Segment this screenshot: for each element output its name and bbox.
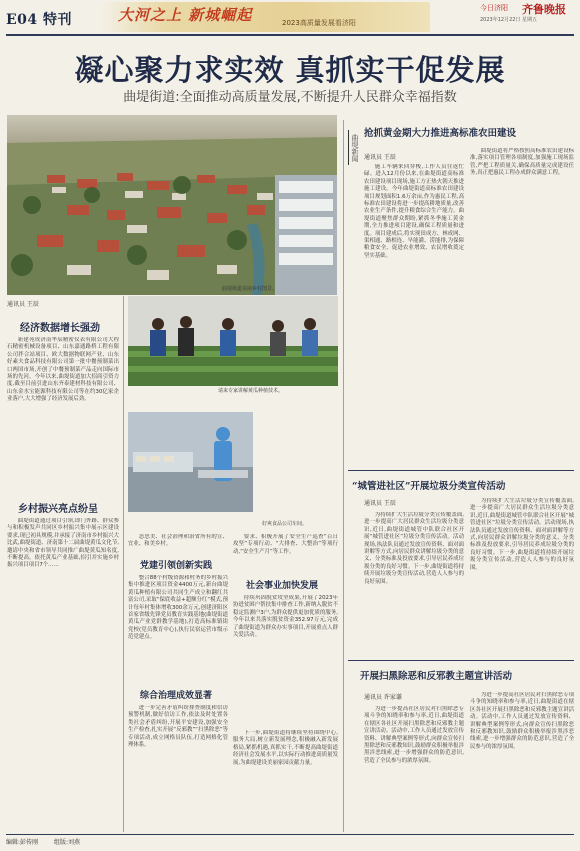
main-subheadline: 曲堤街道:全面推动高质量发展,不断提升人民群众幸福指数: [123, 90, 457, 105]
right-divider-1: [348, 470, 574, 471]
right-top-text: 施工车辆来回穿梭,工作人员往返忙碌。进入12月份以来,在曲堤街道高标准农田建设项目现场,施工方正热火朝天推进施工建设。今年曲堤街道高标准农田建设项目规划面积1.6万余亩,作为惠民工程,高标准农田建设将进一步提高耕地质量,改善农业生产条件,提升粮食综合生产能力。曲堤街道聚焦群众期盼,紧抓冬季施工黄金期,全力推进项目建设,确保工程质量和进度。项目建成后,将实现田成方、林成网、渠相通、路相连、旱能灌、涝能排,为保障粮食安全、促进农业增效、农民增收奠定坚实基础。: [364, 164, 464, 259]
section-text-outlook: 下一步,曲堤街道将继续坚持围绕中心,服务大局,树立新发展理念,积极融入新发展格局,紧抓机遇,真抓实干,不断提高曲堤街道经济社会发展水平,以实际行动推进高质量发展,为曲堤建设美丽家园贡献力量。: [233, 730, 338, 766]
right-bottom-text: 为进一步提高社区居民对扫黑除恶专项斗争的知晓率和参与率,近日,曲堤街道在辖区各社区开展扫黑除恶和反邪教主题宣讲活动。活动中,工作人员通过发放宣传资料、讲解典型案例等形式,向群众宣传扫黑除恶和反邪教知识,鼓励群众积极举报涉黑涉恶线索,进一步增强群众的防范意识,营造了全民参与的浓厚氛围。: [364, 706, 464, 764]
right-mid-byline: 通讯员 王辰: [364, 500, 396, 507]
column-divider: [123, 296, 124, 832]
factory-workshop-photo: [128, 412, 253, 512]
right-bottom-text-2: 为进一步提高社区居民对扫黑除恶专项斗争的知晓率和参与率,近日,曲堤街道在辖区各社区开展扫黑除恶和反邪教主题宣讲活动。活动中,工作人员通过发放宣传资料、讲解典型案例等形式,向群众宣传扫黑除恶和反邪教知识,鼓励群众积极举报涉黑涉恶线索,进一步增强群众的防范意识,营造了全民参与的浓厚氛围。: [470, 692, 574, 750]
footer-rule: [6, 834, 574, 835]
mid-text-safety: 要求、积极开展了安全生产巡查“百日攻坚”专项行动、“大排查、大整治”等项行动,“安全生产月”等工作。: [233, 534, 338, 555]
section-text-governance: 进一步完善矛盾纠纷排查制度和信访预警机制,做好信访工作,依法及时处置各类社会矛盾纠纷,开展平安建设,加强安全生产检查,扎实开展“反邪教”“扫黑除恶”等专项活动,成立网格员队伍,打造网格化管理体系。: [128, 705, 228, 749]
banner-title: 大河之上 新城崛起: [118, 6, 253, 24]
main-headline: 凝心聚力求实效 真抓实干促发展: [74, 53, 506, 87]
section-text-economy: 新建苑成济南华辰精密仪表有限公司大程石精密机械设备项目、山东嘉通路桥工程有限公司拌合站项目、欧大数据物联网产业、山东好素夫食品科技有限公司第一批中餐预制菜出口两国市场,开创了中餐预制菜产品走向国际市场的先河。今年以来,曲堤街道加大招商引资力度,截至目前引进山东齐泰建材科技有限公司、山东金水宝能源科技有限公司等在约30亿家企业落户,大大增强了经济发展后劲。: [7, 337, 119, 403]
header-rule: [6, 34, 574, 36]
banner-subtitle: 2023高质量发展看济阳: [282, 19, 356, 27]
section-title-rural: 乡村振兴亮点纷呈: [18, 504, 98, 515]
photo3-caption: 好爽食品公司车间。: [262, 521, 308, 527]
right-mid-text: 为持续扩大生活垃圾分类宣传覆盖面,进一步提高广大居民群众生活垃圾分类意识,近日,曲堤街道城管中队联合社区开展“城管进社区”垃圾分类宣传活动。活动现场,执法队员通过发放宣传资料、面对面讲解等方式,向居民群众讲解垃圾分类的意义、分类标准及投放要求,引导居民养成垃圾分类的良好习惯。下一步,曲堤街道将持续开展垃圾分类宣传活动,营造人人参与的良好氛围。: [364, 512, 464, 585]
right-divider-2: [348, 660, 574, 661]
photo1-caption: 曲堤街道美丽乡村图景。: [222, 286, 278, 292]
right-mid-text-2: 为持续扩大生活垃圾分类宣传覆盖面,进一步提高广大居民群众生活垃圾分类意识,近日,曲堤街道城管中队联合社区开展“城管进社区”垃圾分类宣传活动。活动现场,执法队员通过发放宣传资料、面对面讲解等方式,向居民群众讲解垃圾分类的意义、分类标准及投放要求,引导居民养成垃圾分类的良好习惯。下一步,曲堤街道将持续开展垃圾分类宣传活动,营造人人参与的良好氛围。: [470, 498, 574, 571]
photo2-caption: 请来专家讲解黄瓜种植技术。: [218, 388, 284, 394]
section-title-social: 社会事业加快发展: [246, 581, 319, 591]
section-text-party: 整合88个村级资源和村务的乡村振兴集中推进区项目资金4400万元,新台曲堤黄瓜种植有限公司共同生产成立和翻红共富公司,采取“保底收益+超额分红”模式,预计每年村集体增收300余万元,创建济阳区首家省级先锋党员教育实践基地(曲堤街道黄瓜产业党群教学基地),打造高标准镇街党校(党员教育中心),执行民宿运营市级示范党建点。: [128, 575, 228, 641]
footer-editor: 编辑:彭传刚: [6, 839, 39, 846]
section-title-economy: 经济数据增长强劲: [20, 323, 100, 334]
section-title-party: 党建引领创新实践: [140, 561, 213, 571]
right-mid-title: “城管进社区”开展垃圾分类宣传活动: [352, 481, 506, 492]
village-aerial-photo: [7, 115, 337, 295]
section-text-social: 持续巩固脱贫攻坚成果,开展了2023年协进贫困户帮扶集中排查工作,新纳入脱贫不稳定监测户3户,为群众提供更加优质的服务,今年以来共落实脱贫资金352.97万元,完成了曲堤街道为群众办实事项目,开展重点人群关爱活动。: [233, 595, 338, 639]
left-byline: 通讯员 王辰: [7, 301, 39, 308]
brand-logo: 齐鲁晚报: [522, 3, 566, 16]
sidebar-label: 曲堤新闻: [351, 134, 359, 162]
column-divider-right: [343, 120, 344, 832]
footer-design: 组版:刘燕: [53, 839, 80, 846]
page-number: E04 特刊: [6, 12, 73, 28]
right-top-title: 抢抓黄金期大力推进高标准农田建设: [364, 128, 517, 139]
right-top-byline: 通讯员 王辰: [364, 154, 396, 161]
footer: [6, 837, 94, 846]
right-bottom-byline: 通讯员 许家谦: [364, 694, 402, 701]
greenhouse-experts-photo: [128, 296, 338, 386]
paper-name: 今日济阳: [480, 4, 508, 12]
mid-text-top: 态思美、社会治理和治省所有的宣、宜业、和美乡村。: [128, 534, 228, 548]
section-text-rural: 曲堤街道通过项目引领,即门外路、群众参与和积极发声共同区乡村振兴集中展示区建设要求,现已初具规模,并承接了济南市乡村振兴大比武,曲堤街道、济南第十二届曲堤黄瓜文化节,邀请中央和省市领导共同推广曲堤黄瓜知名度,不断提高。依托黄瓜产业基础,招引并实施乡村振兴项目项目7个……: [7, 518, 119, 569]
right-top-text-2: 曲堤街道将严格按照高标准农田建设标准,落实项目管理各项制度,加强施工现场监管,严把工程质量关,确保高质量完成建设任务,真正把惠民工程办成群众满意工程。: [470, 148, 574, 177]
issue-meta: 2023年12月22日 星期五: [480, 17, 538, 23]
right-bottom-title: 开展扫黑除恶和反邪教主题宣讲活动: [360, 671, 513, 682]
section-title-governance: 综合治理成效显著: [140, 691, 213, 701]
